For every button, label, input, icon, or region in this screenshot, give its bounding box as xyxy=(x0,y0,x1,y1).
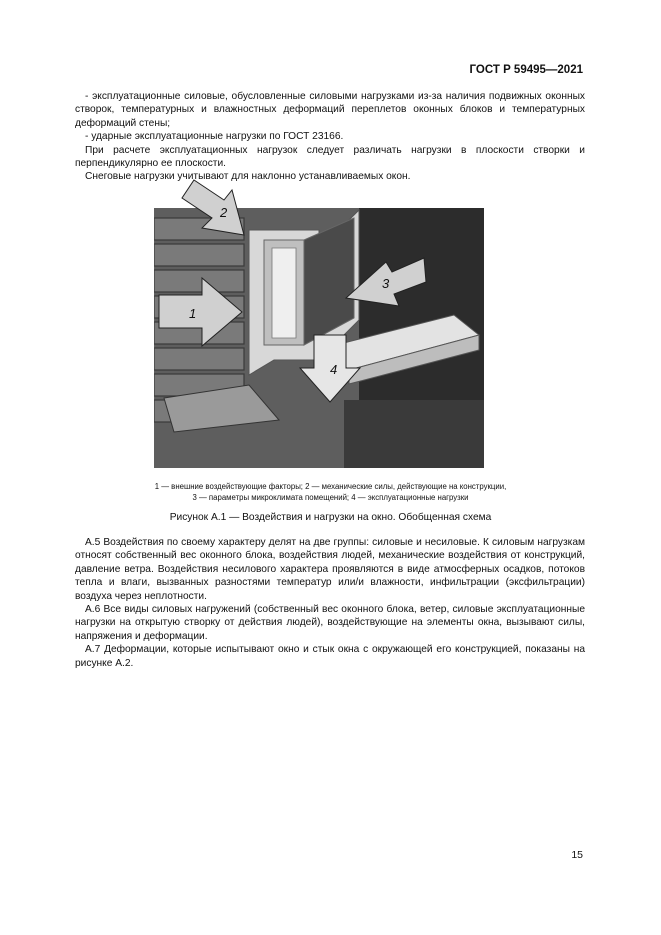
bottom-text xyxy=(75,536,585,670)
legend-line: 1 — внешние воздействующие факторы; 2 — механические силы, действующие на конструкции, xyxy=(154,482,507,491)
window-schema-figure xyxy=(154,170,484,468)
figure-legend xyxy=(0,482,661,503)
figure-label-1: 1 xyxy=(189,306,197,321)
paragraph: А.5 Воздействия по своему характеру делят на две группы: силовые и несиловые. К силовым нагрузкам относят собственный вес оконного блока, воздействия людей, механические воздействия от конструкций, давление ветра. Воздействия несилового характера проявляются в виде атмосферных осадков, потоков тепла и влаги, вызванных разностями температур или/и влажности, инфильтрации (эксфильтрации) воздуха через неплотности. xyxy=(75,537,585,602)
page-number: 15 xyxy=(571,849,583,861)
paragraph: Снеговые нагрузки учитывают для наклонно устанавливаемых окон. xyxy=(85,171,411,183)
figure-label-3: 3 xyxy=(382,276,390,291)
paragraph: А.7 Деформации, которые испытывают окно и стык окна с окружающей его конструкцией, показаны на рисунке А.2. xyxy=(75,644,585,669)
paragraph: При расчете эксплуатационных нагрузок следует различать нагрузки в плоскости створки и перпендикулярно ее плоскости. xyxy=(75,144,585,170)
paragraph: А.6 Все виды силовых нагружений (собственный вес оконного блока, ветер, силовые эксплуатационные нагрузки на открытую створку от действия людей), воздействующие на элементы окна, вызывают силы, напряжения и деформации. xyxy=(75,604,585,642)
figure-label-4: 4 xyxy=(330,362,338,377)
legend-line: 3 — параметры микроклимата помещений; 4 — эксплуатационные нагрузки xyxy=(192,492,469,502)
paragraph: - ударные эксплуатационные нагрузки по ГОСТ 23166. xyxy=(85,131,344,143)
standard-number: ГОСТ Р 59495—2021 xyxy=(469,64,583,76)
figure-caption: Рисунок А.1 — Воздействия и нагрузки на окно. Обобщенная схема xyxy=(169,512,492,523)
figure-label-2: 2 xyxy=(220,205,228,220)
paragraph: - эксплуатационные силовые, обусловленные силовыми нагрузками из-за наличия подвижных оконных створок, температурных и влажностных деформаций переплетов оконных блоков и температурных деформаций стены; xyxy=(75,91,585,129)
